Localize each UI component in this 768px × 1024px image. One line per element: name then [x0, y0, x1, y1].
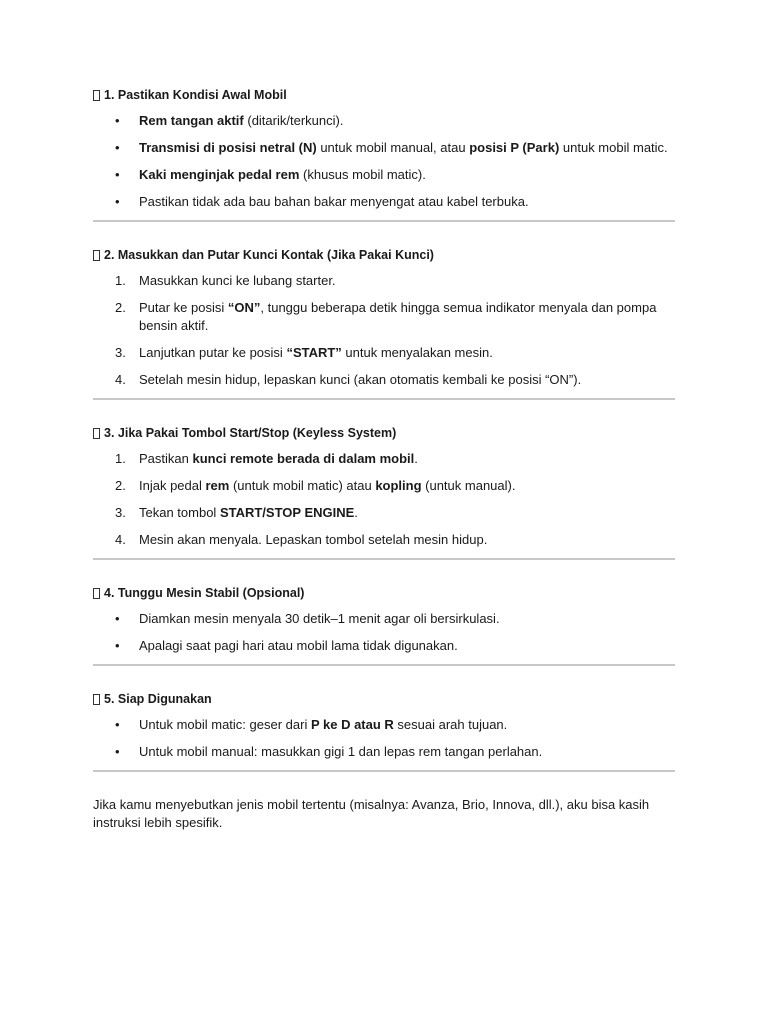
list-item — [93, 371, 675, 389]
closing-paragraph: Jika kamu menyebutkan jenis mobil tertentu (misalnya: Avanza, Brio, Innova, dll.), aku bisa kasih instruksi lebih spesifik. — [93, 797, 650, 830]
section-title: 3. Jika Pakai Tombol Start/Stop (Keyless System) — [104, 426, 397, 440]
section-heading — [93, 584, 675, 602]
section-3 — [93, 424, 675, 560]
text-run: Masukkan kunci ke lubang starter. — [139, 273, 336, 288]
list-item — [93, 610, 675, 628]
text-run: Pastikan — [139, 451, 193, 466]
bold-text: START/STOP ENGINE — [219, 505, 355, 520]
missing-glyph-icon — [93, 588, 100, 599]
list-number: 4. — [115, 372, 126, 387]
text-run: (untuk manual). — [421, 478, 516, 493]
section-1 — [93, 86, 675, 222]
missing-glyph-icon — [93, 250, 100, 261]
bold-text: “ON” — [227, 300, 261, 315]
text-run: Untuk mobil manual: masukkan gigi 1 dan lepas rem tangan perlahan. — [139, 744, 543, 759]
list-item — [93, 193, 675, 211]
section-heading — [93, 246, 675, 264]
text-run: Mesin akan menyala. Lepaskan tombol setelah mesin hidup. — [139, 532, 488, 547]
document-page — [93, 86, 675, 845]
text-run: (ditarik/terkunci). — [243, 113, 344, 128]
missing-glyph-icon — [93, 428, 100, 439]
text-run: Putar ke posisi — [139, 300, 228, 315]
text-run: . — [354, 505, 358, 520]
bold-text: rem — [205, 478, 230, 493]
list-number: 2. — [115, 478, 126, 493]
list-number: 3. — [115, 505, 126, 520]
missing-glyph-icon — [93, 694, 100, 705]
bold-text: Kaki menginjak pedal rem — [139, 167, 300, 182]
text-run: Setelah mesin hidup, lepaskan kunci (akan otomatis kembali ke posisi “ON”). — [139, 372, 582, 387]
list-item — [93, 166, 675, 184]
section-2 — [93, 246, 675, 400]
list-item — [93, 344, 675, 362]
bold-text: posisi P (Park) — [469, 140, 560, 155]
numbered-list — [93, 272, 675, 389]
section-heading — [93, 86, 675, 104]
bold-text: Rem tangan aktif — [139, 113, 244, 128]
list-number: 1. — [115, 451, 126, 466]
horizontal-rule — [93, 770, 675, 772]
text-run: Injak pedal — [139, 478, 206, 493]
list-number: 1. — [115, 273, 126, 288]
text-run: untuk menyalakan mesin. — [341, 345, 493, 360]
list-number: 4. — [115, 532, 126, 547]
text-run: Untuk mobil matic: geser dari — [139, 717, 311, 732]
text-run: (untuk mobil matic) atau — [229, 478, 376, 493]
text-run: sesuai arah tujuan. — [393, 717, 508, 732]
list-item — [93, 531, 675, 549]
section-heading — [93, 424, 675, 442]
text-run: untuk mobil matic. — [559, 140, 668, 155]
numbered-list — [93, 450, 675, 549]
list-item — [93, 450, 675, 468]
section-title: 2. Masukkan dan Putar Kunci Kontak (Jika Pakai Kunci) — [104, 248, 434, 262]
missing-glyph-icon — [93, 90, 100, 101]
bold-text: Transmisi di posisi netral (N) — [139, 140, 317, 155]
bold-text: P ke D atau R — [310, 717, 394, 732]
list-item — [93, 504, 675, 522]
list-item — [93, 716, 675, 734]
sections-container — [93, 86, 675, 772]
list-item — [93, 299, 675, 335]
section-heading — [93, 690, 675, 708]
bold-text: kunci remote berada di dalam mobil — [192, 451, 415, 466]
section-title: 5. Siap Digunakan — [104, 692, 212, 706]
bold-text: “START” — [286, 345, 342, 360]
text-run: Lanjutkan putar ke posisi — [139, 345, 287, 360]
list-item — [93, 139, 675, 157]
bullet-list — [93, 112, 675, 211]
text-run: . — [414, 451, 418, 466]
text-run: (khusus mobil matic). — [299, 167, 426, 182]
text-run: Pastikan tidak ada bau bahan bakar menyengat atau kabel terbuka. — [139, 194, 529, 209]
text-run: , tunggu beberapa detik hingga semua indikator menyala dan pompa bensin aktif. — [139, 300, 657, 333]
bold-text: kopling — [375, 478, 422, 493]
text-run: untuk mobil manual, atau — [316, 140, 470, 155]
bullet-list — [93, 610, 675, 655]
list-number: 2. — [115, 300, 126, 315]
section-4 — [93, 584, 675, 666]
list-number: 3. — [115, 345, 126, 360]
section-title: 1. Pastikan Kondisi Awal Mobil — [104, 88, 287, 102]
horizontal-rule — [93, 558, 675, 560]
list-item — [93, 112, 675, 130]
horizontal-rule — [93, 220, 675, 222]
horizontal-rule — [93, 398, 675, 400]
section-title: 4. Tunggu Mesin Stabil (Opsional) — [104, 586, 305, 600]
list-item — [93, 637, 675, 655]
text-run: Apalagi saat pagi hari atau mobil lama tidak digunakan. — [139, 638, 458, 653]
text-run: Diamkan mesin menyala 30 detik–1 menit agar oli bersirkulasi. — [139, 611, 500, 626]
section-5 — [93, 690, 675, 772]
bullet-list — [93, 716, 675, 761]
list-item — [93, 477, 675, 495]
horizontal-rule — [93, 664, 675, 666]
text-run: Tekan tombol — [139, 505, 220, 520]
list-item — [93, 272, 675, 290]
list-item — [93, 743, 675, 761]
